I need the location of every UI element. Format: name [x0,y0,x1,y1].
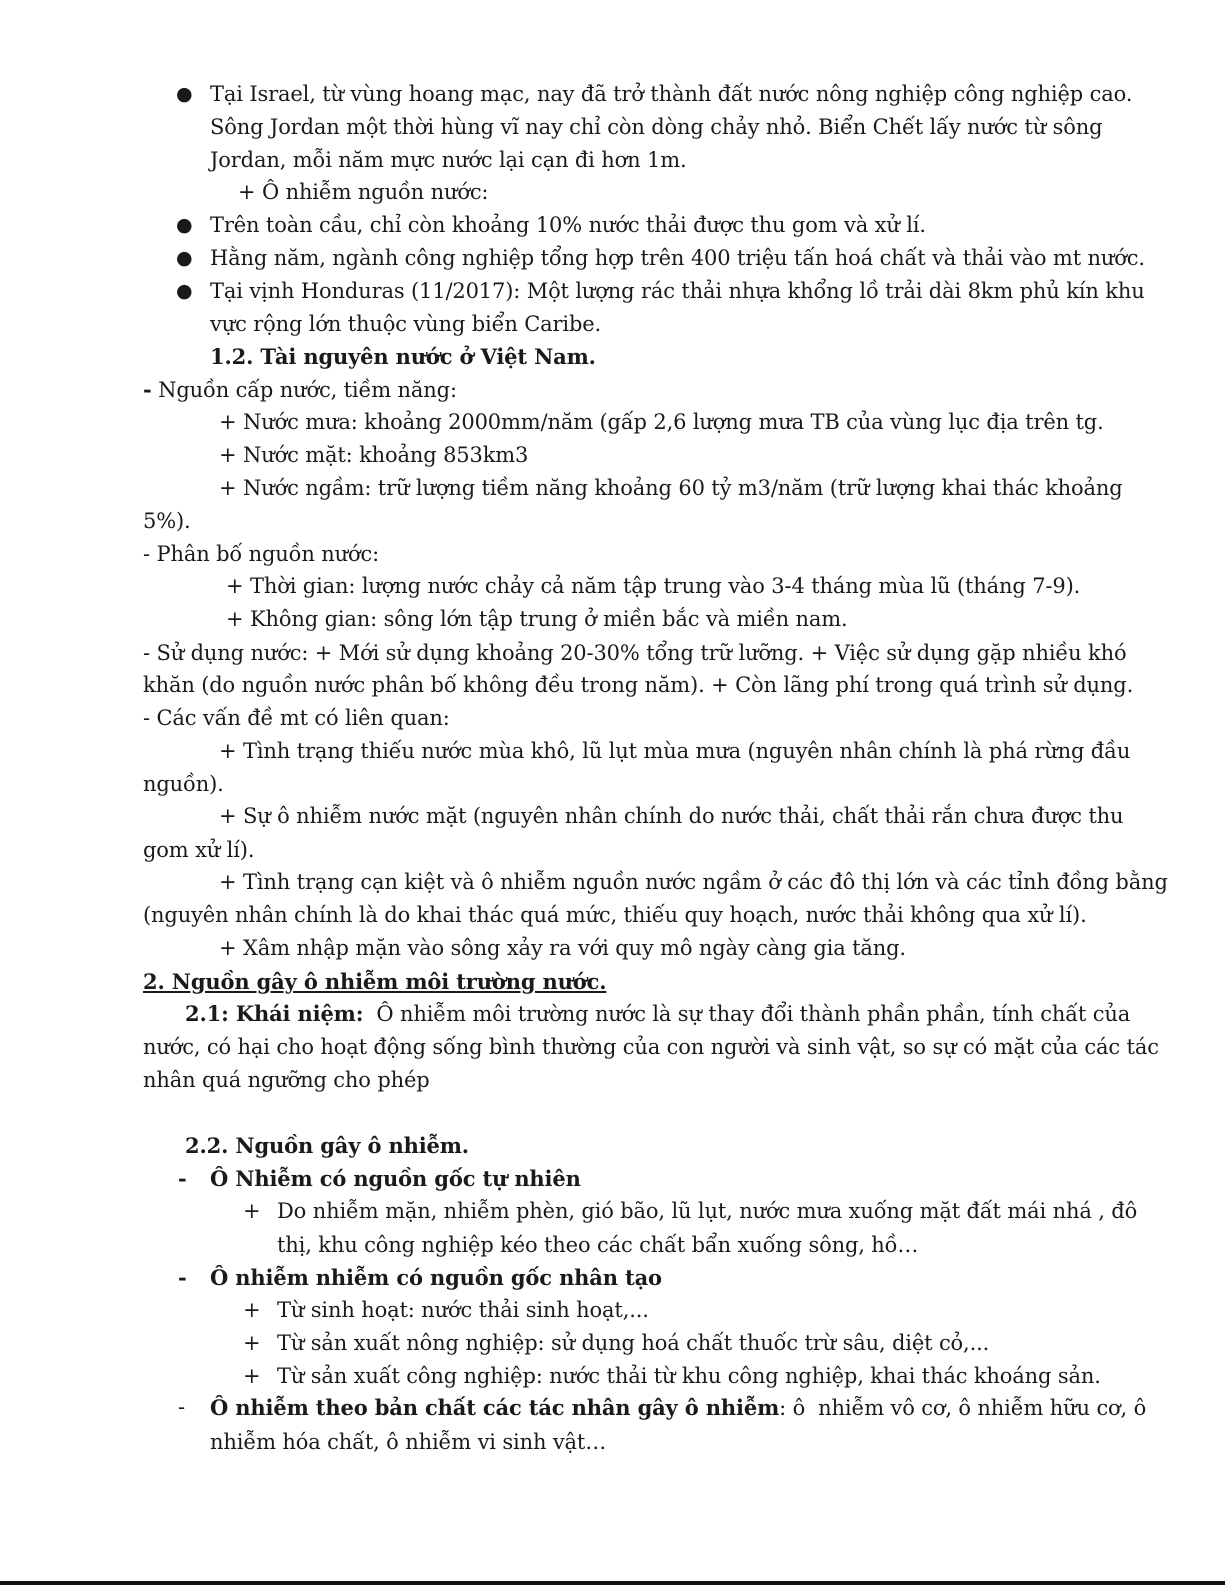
israel-line-1: Tại Israel, từ vùng hoang mạc, nay đã trở thành đất nước nông nghiệp công nghiệp cao. [210,82,1133,106]
supply-surface: + Nước mặt: khoảng 853km3 [219,443,529,467]
section-2-heading: 2. Nguồn gây ô nhiễm môi trường nước. [143,969,607,994]
section-1-2-heading: 1.2. Tài nguyên nước ở Việt Nam. [210,344,596,369]
concept-line-3: nhân quá ngưỡng cho phép [143,1068,430,1092]
issue-3-line-2: (nguyên nhân chính là do khai thác quá mức, thiếu quy hoạch, nước thải không qua xử lí). [143,903,1087,927]
human-source-2: Từ sản xuất nông nghiệp: sử dụng hoá chất thuốc trừ sâu, diệt cỏ,... [277,1331,990,1355]
global-bullet-1: Trên toàn cầu, chỉ còn khoảng 10% nước thải được thu gom và xử lí. [210,213,926,237]
israel-line-3: Jordan, mỗi năm mực nước lại cạn đi hơn 1m. [210,148,687,172]
issue-3-line-1: + Tình trạng cạn kiệt và ô nhiễm nguồn nước ngầm ở các đô thị lớn và các tỉnh đồng bằng [219,870,1168,894]
issue-4: + Xâm nhập mặn vào sông xảy ra với quy mô ngày càng gia tăng. [219,936,906,960]
bullet-marker: ● [176,247,193,269]
global-bullet-3-line-1: Tại vịnh Honduras (11/2017): Một lượng rác thải nhựa khổng lồ trải dài 8km phủ kín khu [210,279,1145,303]
plus-marker: + [243,1331,261,1355]
usage-line-1: - Sử dụng nước: + Mới sử dụng khoảng 20-30% tổng trữ lưỡng. + Việc sử dụng gặp nhiều khó [143,641,1127,665]
plus-marker: + [243,1298,261,1322]
global-bullet-3-line-2: vực rộng lớn thuộc vùng biển Caribe. [210,312,602,336]
distribution-time: + Thời gian: lượng nước chảy cả năm tập trung vào 3-4 tháng mùa lũ (tháng 7-9). [226,574,1081,598]
nature-type-title: Ô nhiễm theo bản chất các tác nhân gây ô nhiễm [210,1395,780,1420]
usage-line-2: khăn (do nguồn nước phân bố không đều trong năm). + Còn lãng phí trong quá trình sử dụng. [143,673,1134,697]
dash-marker: - [178,1166,187,1191]
concept-text-1: Ô nhiễm môi trường nước là sự thay đổi thành phần phần, tính chất của [363,1002,1131,1026]
issues-title: - Các vấn đề mt có liên quan: [143,706,450,730]
nature-type-rest: : ô nhiễm vô cơ, ô nhiễm hữu cơ, ô [779,1396,1147,1420]
distribution-space: + Không gian: sông lớn tập trung ở miền bắc và miền nam. [226,607,848,631]
issue-2-line-1: + Sự ô nhiễm nước mặt (nguyên nhân chính do nước thải, chất thải rắn chưa được thu [219,804,1124,828]
section-2-2-heading: 2.2. Nguồn gây ô nhiễm. [185,1133,469,1158]
supply-ground-line-1: + Nước ngầm: trữ lượng tiềm năng khoảng 60 tỷ m3/năm (trữ lượng khai thác khoảng [219,476,1123,500]
supply-title [143,373,457,407]
page-bottom-border [0,1581,1225,1585]
concept-line-2: nước, có hại cho hoạt động sống bình thường của con người và sinh vật, so sự có mặt của các tác [143,1035,1159,1059]
natural-title: Ô Nhiễm có nguồn gốc tự nhiên [210,1166,581,1191]
issue-1-line-2: nguồn). [143,772,224,796]
concept-line-1 [185,997,1130,1031]
plus-marker: + [243,1199,261,1223]
human-title: Ô nhiễm nhiễm có nguồn gốc nhân tạo [210,1265,662,1290]
supply-rain: + Nước mưa: khoảng 2000mm/năm (gấp 2,6 lượng mưa TB của vùng lục địa trên tg. [219,410,1104,434]
bullet-marker: ● [176,214,193,236]
nature-type-line-1 [210,1391,1146,1425]
issue-2-line-2: gom xử lí). [143,838,255,862]
natural-line-2: thị, khu công nghiệp kéo theo các chất bẩn xuống sông, hồ… [277,1233,919,1257]
supply-title-text: Nguồn cấp nước, tiềm năng: [151,378,457,402]
israel-line-2: Sông Jordan một thời hùng vĩ nay chỉ còn dòng chảy nhỏ. Biển Chết lấy nước từ sông [210,115,1103,139]
concept-label: 2.1: Khái niệm: [185,1001,364,1026]
dash-marker: - [178,1265,187,1290]
global-bullet-2: Hằng năm, ngành công nghiệp tổng hợp trên 400 triệu tấn hoá chất và thải vào mt nước. [210,246,1145,270]
human-source-1: Từ sinh hoạt: nước thải sinh hoạt,... [277,1298,649,1322]
pollution-subheading: + Ô nhiễm nguồn nước: [238,180,489,204]
human-source-3: Từ sản xuất công nghiệp: nước thải từ khu công nghiệp, khai thác khoáng sản. [277,1364,1101,1388]
issue-1-line-1: + Tình trạng thiếu nước mùa khô, lũ lụt mùa mưa (nguyên nhân chính là phá rừng đầu [219,739,1131,763]
bullet-marker: ● [176,280,193,302]
supply-ground-line-2: 5%). [143,509,191,533]
supply-dash: - [143,377,152,402]
bullet-marker: ● [176,83,193,105]
nature-type-line-2: nhiễm hóa chất, ô nhiễm vi sinh vật… [210,1430,607,1454]
dash-marker: - [178,1395,186,1419]
distribution-title: - Phân bố nguồn nước: [143,542,380,566]
natural-line-1: Do nhiễm mặn, nhiễm phèn, gió bão, lũ lụt, nước mưa xuống mặt đất mái nhá , đô [277,1199,1138,1223]
plus-marker: + [243,1364,261,1388]
